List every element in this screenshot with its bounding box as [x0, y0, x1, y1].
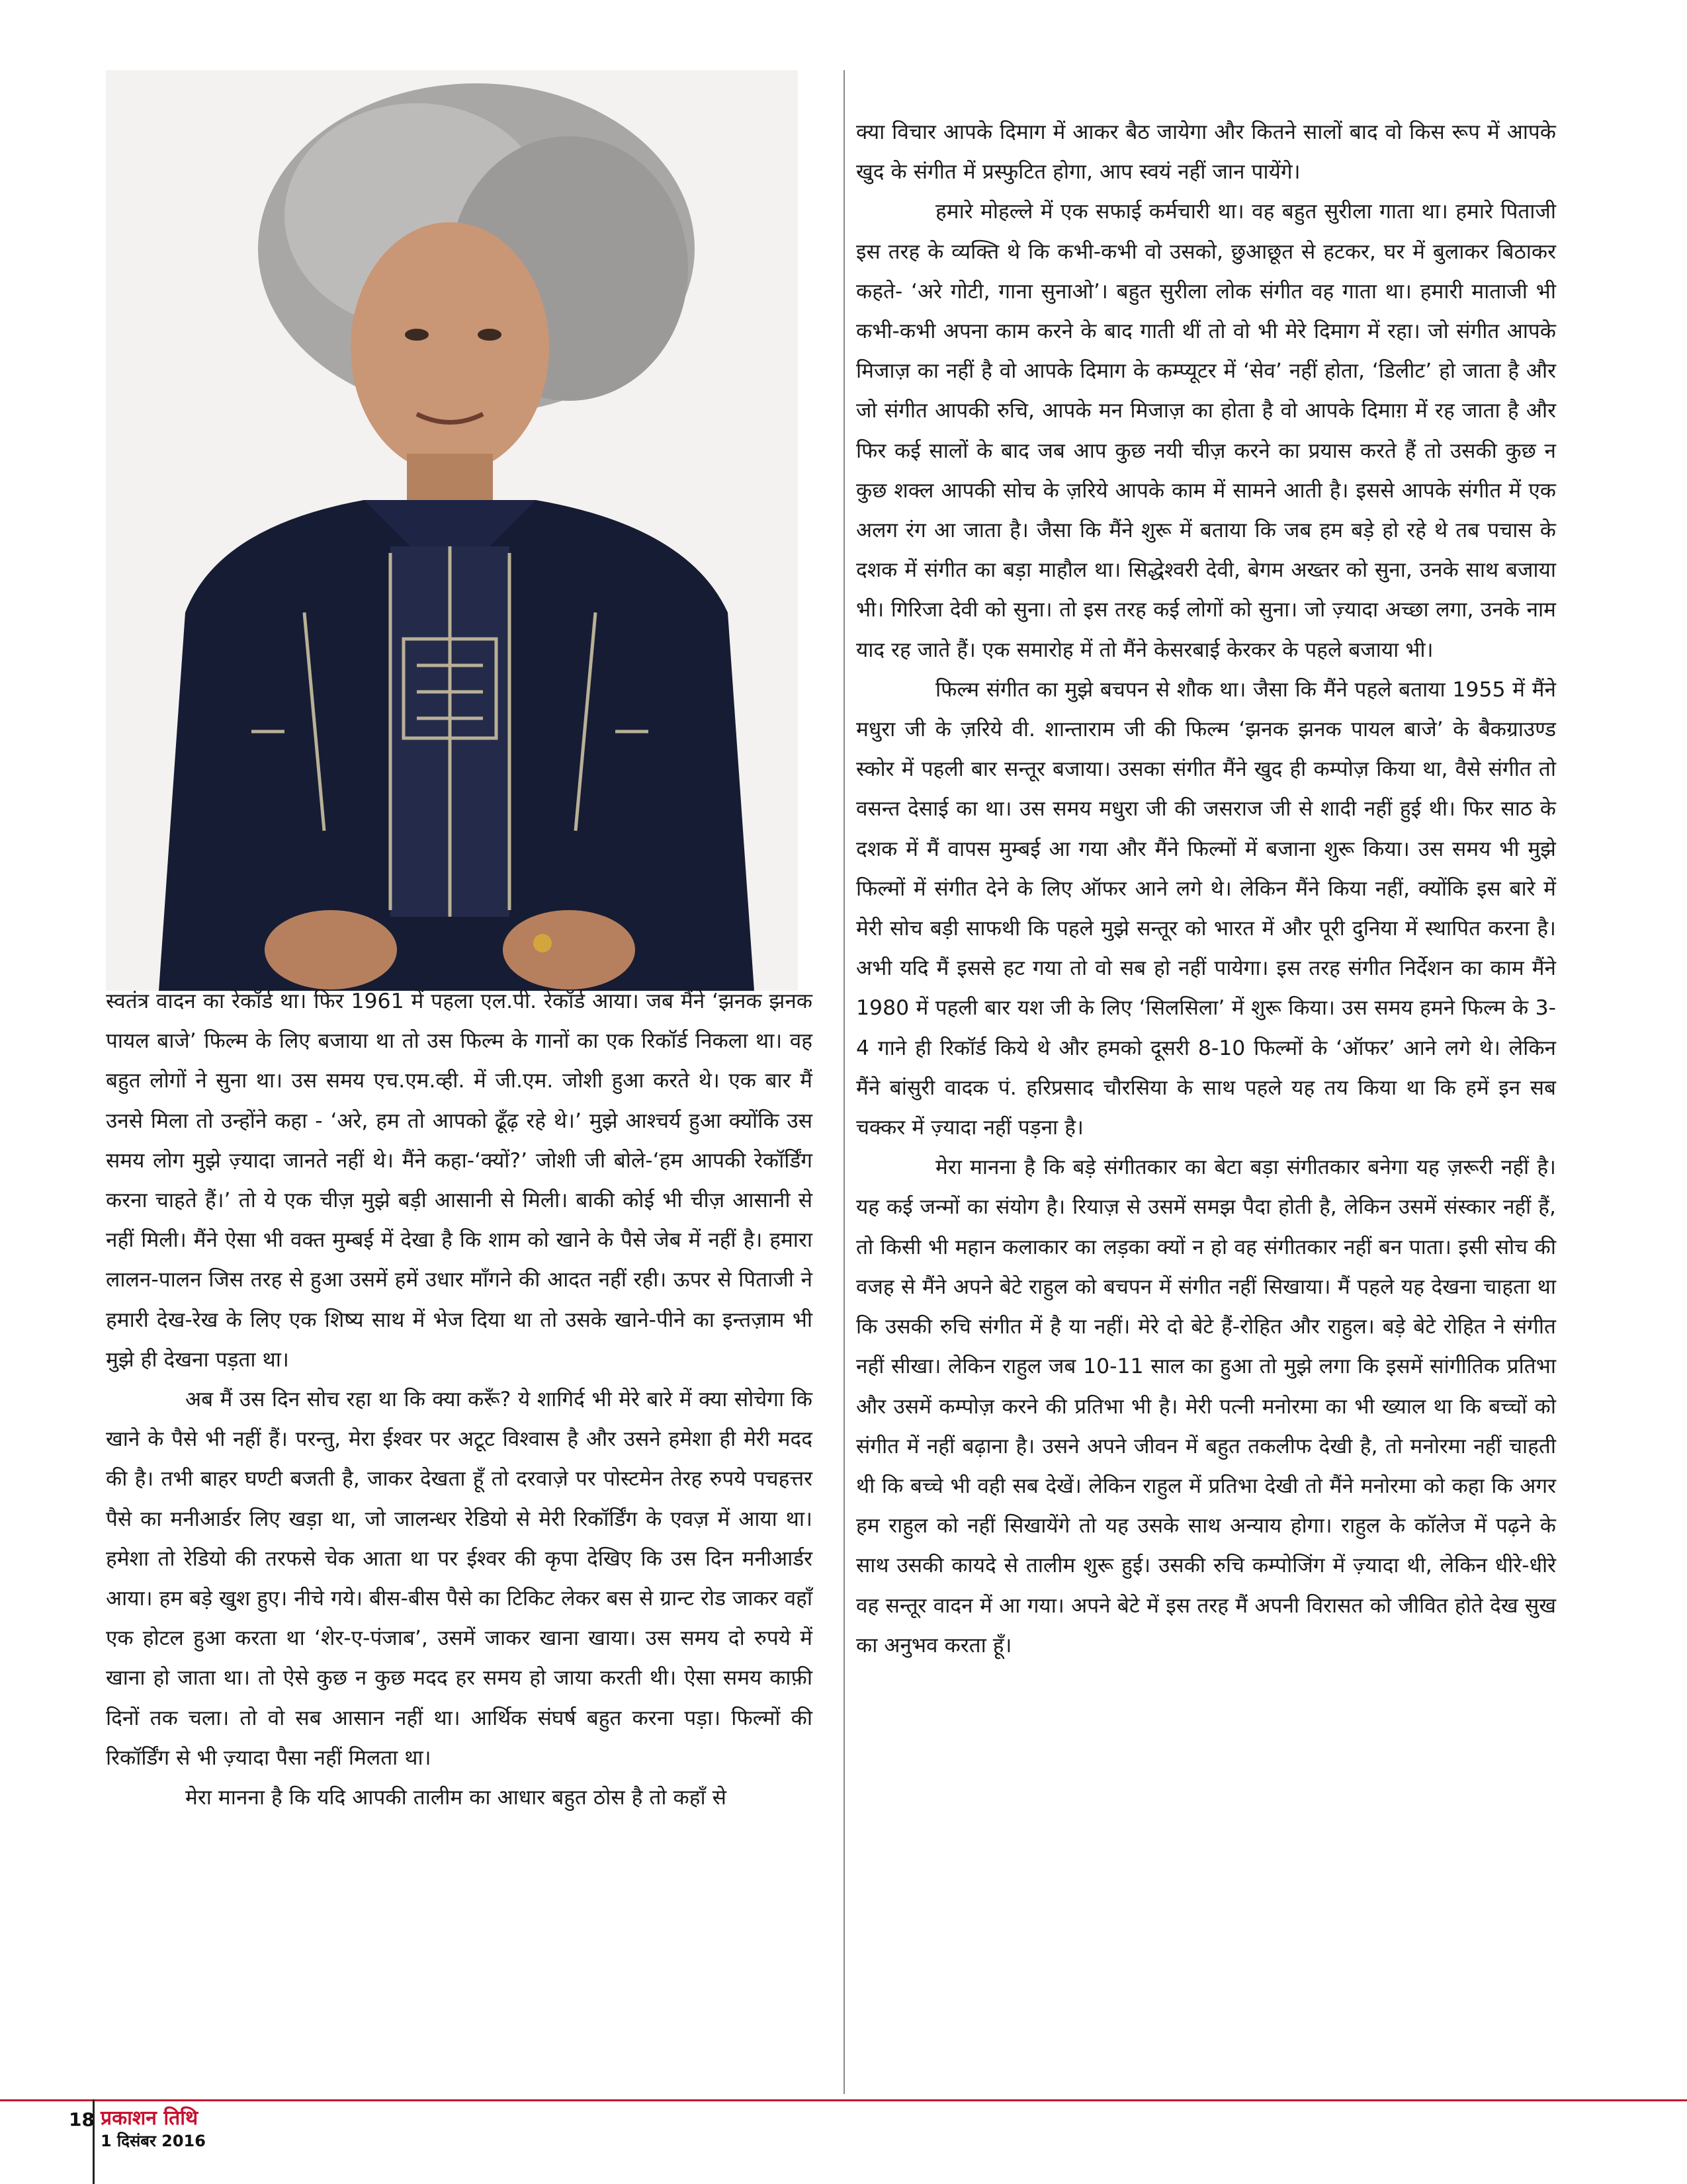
- portrait-photo-icon: [106, 70, 798, 991]
- paragraph: अब मैं उस दिन सोच रहा था कि क्या करूँ? ये शागिर्द भी मेरे बारे में क्या सोचेगा कि खाने के पैसे भी नहीं हैं। परन्तु, मेरा ईश्वर पर अटूट विश्वास है और उसने हमेशा ही मेरी मदद की है। तभी बाहर घण्टी बजती है, जाकर देखता हूँ तो दरवाज़े पर पोस्टमेन तेरह रुपये पचहत्तर पैसे का मनीआर्डर लिए खड़ा था, जो जालन्धर रेडियो से मेरी रिकॉर्डिंग के एवज़ में आया था। हमेशा तो रेडियो की तरफसे चेक आता था पर ईश्वर की कृपा देखिए कि उस दिन मनीआर्डर आया। हम बड़े खुश हुए। नीचे गये। बीस-बीस पैसे का टिकिट लेकर बस से ग्रान्ट रोड जाकर वहाँ एक होटल हुआ करता था ‘शेर-ए-पंजाब’, उसमें जाकर खाना खाया। उस समय दो रुपये में खाना हो जाता था। तो ऐसे कुछ न कुछ मदद हर समय हो जाया करती थी। ऐसा समय काफ़ी दिनों तक चला। तो वो सब आसान नहीं था। आर्थिक संघर्ष बहुत करना पड़ा। फिल्मों की रिकॉर्डिंग से भी ज़्यादा पैसा नहीं मिलता था।: [106, 1388, 812, 1770]
- page-number: 18: [69, 2109, 95, 2130]
- paragraph: मेरा मानना है कि यदि आपकी तालीम का आधार बहुत ठोस है तो कहाँ से: [185, 1786, 726, 1810]
- footer-rule: [0, 2099, 1687, 2101]
- portrait-photo: [106, 70, 798, 991]
- article-left-column: [106, 982, 812, 1818]
- paragraph: क्या विचार आपके दिमाग में आकर बैठ जायेगा और कितने सालों बाद वो किस रूप में आपके खुद के संगीत में प्रस्फुटित होगा, आप स्वयं नहीं जान पायेंगे।: [856, 120, 1556, 185]
- paragraph: फिल्म संगीत का मुझे बचपन से शौक था। जैसा कि मैंने पहले बताया 1955 में मैंने मधुरा जी के ज़रिये वी. शान्ताराम जी की फिल्म ‘झनक झनक पायल बाजे’ के बैकग्राउण्ड स्कोर में पहली बार सन्तूर बजाया। उसका संगीत मैंने खुद ही कम्पोज़ किया था, वैसे संगीत तो वसन्त देसाई का था। उस समय मधुरा जी की जसराज जी से शादी नहीं हुई थी। फिर साठ के दशक में मैं वापस मुम्बई आ गया और मैंने फिल्मों में बजाना शुरू किया। उस समय भी मुझे फिल्मों में संगीत देने के लिए ऑफर आने लगे थे। लेकिन मैंने किया नहीं, क्योंकि इस बारे में मेरी सोच बड़ी साफथी कि पहले मुझे सन्तूर को भारत में और पूरी दुनिया में स्थापित करना है। अभी यदि मैं इससे हट गया तो वो सब हो नहीं पायेगा। इस तरह संगीत निर्देशन का काम मैंने 1980 में पहली बार यश जी के लिए ‘सिलसिला’ में शुरू किया। उस समय हमने फिल्म के 3-4 गाने ही रिकॉर्ड किये थे और हमको दूसरी 8-10 फिल्मों के ‘ऑफर’ आने लगे थे। लेकिन मैंने बांसुरी वादक पं. हरिप्रसाद चौरसिया के साथ पहले यह तय किया था कि हमें इन सब चक्कर में ज़्यादा नहीं पड़ना है।: [856, 677, 1556, 1140]
- publication-title: प्रकाशन तिथि: [101, 2107, 198, 2130]
- publication-date: 1 दिसंबर 2016: [101, 2132, 206, 2150]
- paragraph: हमारे मोहल्ले में एक सफाई कर्मचारी था। वह बहुत सुरीला गाता था। हमारे पिताजी इस तरह के व्यक्ति थे कि कभी-कभी वो उसको, छुआछूत से हटकर, घर में बुलाकर बिठाकर कहते- ‘अरे गोटी, गाना सुनाओ’। बहुत सुरीला लोक संगीत वह गाता था। हमारी माताजी भी कभी-कभी अपना काम करने के बाद गाती थीं तो वो भी मेरे दिमाग में रहा। जो संगीत आपके मिजाज़ का नहीं है वो आपके दिमाग के कम्प्यूटर में ‘सेव’ नहीं होता, ‘डिलीट’ हो जाता है और जो संगीत आपकी रुचि, आपके मन मिजाज़ का होता है वो आपके दिमाग़ में रह जाता है और फिर कई सालों के बाद जब आप कुछ नयी चीज़ करने का प्रयास करते हैं तो उसकी कुछ न कुछ शक्ल आपकी सोच के ज़रिये आपके काम में सामने आती है। इससे आपके संगीत में एक अलग रंग आ जाता है। जैसा कि मैंने शुरू में बताया कि जब हम बड़े हो रहे थे तब पचास के दशक में संगीत का बड़ा माहौल था। सिद्धेश्वरी देवी, बेगम अख्तर को सुना, उनके साथ बजाया भी। गिरिजा देवी को सुना। तो इस तरह कई लोगों को सुना। जो ज़्यादा अच्छा लगा, उनके नाम याद रह जाते हैं। एक समारोह में तो मैंने केसरबाई केरकर के पहले बजाया भी।: [856, 200, 1556, 662]
- column-divider: [844, 70, 845, 2094]
- article-right-column: [856, 112, 1556, 1665]
- paragraph: मेरा मानना है कि बड़े संगीतकार का बेटा बड़ा संगीतकार बनेगा यह ज़रूरी नहीं है। यह कई जन्मों का संयोग है। रियाज़ से उसमें समझ पैदा होती है, लेकिन उसमें संस्कार नहीं हैं, तो किसी भी महान कलाकार का लड़का क्यों न हो वह संगीतकार नहीं बन पाता। इसी सोच की वजह से मैंने अपने बेटे राहुल को बचपन में संगीत नहीं सिखाया। मैं पहले यह देखना चाहता था कि उसकी रुचि संगीत में है या नहीं। मेरे दो बेटे हैं-रोहित और राहुल। बड़े बेटे रोहित ने संगीत नहीं सीखा। लेकिन राहुल जब 10-11 साल का हुआ तो मुझे लगा कि इसमें सांगीतिक प्रतिभा और उसमें कम्पोज़ करने की प्रतिभा भी है। मेरी पत्नी मनोरमा का भी ख्याल था कि बच्चों को संगीत में नहीं बढ़ाना है। उसने अपने जीवन में बहुत तकलीफ देखी है, तो मनोरमा नहीं चाहती थी कि बच्चे भी वही सब देखें। लेकिन राहुल में प्रतिभा देखी तो मैंने मनोरमा को कहा कि अगर हम राहुल को नहीं सिखायेंगे तो यह उसके साथ अन्याय होगा। राहुल के कॉलेज में पढ़ने के साथ उसकी कायदे से तालीम शुरू हुई। उसकी रुचि कम्पोजिंग में ज़्यादा थी, लेकिन धीरे-धीरे वह सन्तूर वादन में आ गया। अपने बेटे में इस तरह मैं अपनी विरासत को जीवित होते देख सुख का अनुभव करता हूँ।: [856, 1155, 1556, 1658]
- paragraph: स्वतंत्र वादन का रेकॉर्ड था। फिर 1961 में पहला एल.पी. रेकॉर्ड आया। जब मैंने ‘झनक झनक पायल बाजे’ फिल्म के लिए बजाया था तो उस फिल्म के गानों का एक रिकॉर्ड निकला था। वह बहुत लोगों ने सुना था। उस समय एच.एम.व्ही. में जी.एम. जोशी हुआ करते थे। एक बार मैं उनसे मिला तो उन्होंने कहा - ‘अरे, हम तो आपको ढूँढ़ रहे थे।’ मुझे आश्चर्य हुआ क्योंकि उस समय लोग मुझे ज़्यादा जानते नहीं थे। मैंने कहा-‘क्यों?’ जोशी जी बोले-‘हम आपकी रेकॉर्डिंग करना चाहते हैं।’ तो ये एक चीज़ मुझे बड़ी आसानी से मिली। बाकी कोई भी चीज़ आसानी से नहीं मिली। मैंने ऐसा भी वक्त मुम्बई में देखा है कि शाम को खाने के पैसे जेब में नहीं है। हमारा लालन-पालन जिस तरह से हुआ उसमें हमें उधार माँगने की आदत नहीं रही। ऊपर से पिताजी ने हमारी देख-रेख के लिए एक शिष्य साथ में भेज दिया था तो उसके खाने-पीने का इन्तज़ाम भी मुझे ही देखना पड़ता था।: [106, 989, 812, 1372]
